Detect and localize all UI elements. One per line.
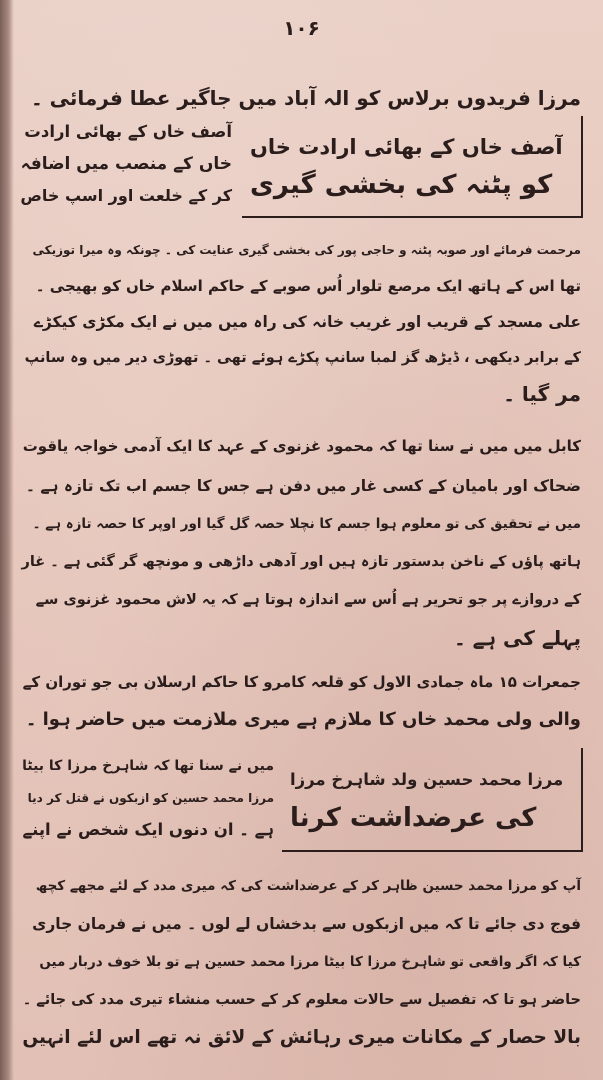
intro-line: مرزا فریدوں برلاس کو الہ آباد میں جاگیر عطا فرمائی ۔ xyxy=(30,86,581,110)
body-line: کے دروازے پر جو تحریر ہے اُس سے اندازہ ہوتا ہے کہ یہ لاش محمود غزنوی سے xyxy=(35,592,581,608)
side-text-2 xyxy=(20,750,274,846)
body-line: کے برابر دیکھی ، ڈیڑھ گز لمبا سانپ پکڑے ہوئے تھی ۔ تھوڑی دیر میں وہ سانپ xyxy=(24,350,581,366)
body-line: بالا حصار کے مکانات میری رہائش کے لائق نہ تھے اس لئے انہیں xyxy=(22,1027,581,1048)
body-line: میں نے تحقیق کی تو معلوم ہوا جسم کا نچلا حصہ گل گیا اور اوپر کا حصہ تازہ ہے ۔ xyxy=(32,516,581,532)
heading-line: آصف خاں کے بھائی ارادت خاں xyxy=(250,135,563,159)
page-number: ۱۰۶ xyxy=(283,16,320,40)
body-line: ہاتھ پاؤں کے ناخن بدستور تازہ ہیں اور آدھی داڑھی و مونچھ گر گئی ہے ۔ غار xyxy=(21,554,581,570)
body-line: پہلے کی ہے ۔ xyxy=(453,626,581,650)
body-line: مر گیا ۔ xyxy=(503,382,581,406)
body-line: آپ کو مرزا محمد حسین ظاہر کر کے عرضداشت کی کہ میری مدد کے لئے مجھے کچھ xyxy=(35,878,581,894)
side-text-1 xyxy=(20,116,232,212)
heading-line: کی عرضداشت کرنا xyxy=(290,803,537,833)
body-line: تھا اس کے ہاتھ ایک مرصع تلوار اُس صوبے کے حاکم اسلام خاں کو بھیجی ۔ xyxy=(35,277,581,295)
body-line: ضحاک اور بامیان کے کسی غار میں دفن ہے جس کا جسم اب تک تازہ ہے ۔ xyxy=(25,477,581,495)
side-line: ہے ۔ ان دنوں ایک شخص نے اپنے xyxy=(22,820,274,839)
body-line: والی ولی محمد خاں کا ملازم ہے میری ملازمت میں حاضر ہوا ۔ xyxy=(25,709,581,730)
body-line: کیا کہ اگر واقعی تو شاہرخ مرزا کا بیٹا مرزا محمد حسین ہے تو بلا خوف دربار میں xyxy=(39,954,581,970)
side-line: کر کے خلعت اور اسپ خاص xyxy=(20,186,232,205)
body-line: کابل میں میں نے سنا تھا کہ محمود غزنوی کے عہد کا ایک آدمی خواجہ یاقوت xyxy=(22,437,581,455)
heading-line: مرزا محمد حسین ولد شاہرخ مرزا xyxy=(290,770,564,789)
side-line: مرزا محمد حسین کو ازبکوں نے قتل کر دیا xyxy=(27,791,274,805)
body-line: علی مسجد کے قریب اور غریب خانہ کی راہ میں میں نے ایک مکڑی کیکڑے xyxy=(33,313,581,331)
heading-line: کو پٹنہ کی بخشی گیری xyxy=(250,170,553,200)
section-heading-2 xyxy=(282,748,583,852)
body-line: مرحمت فرمائے اور صوبہ پٹنہ و حاجی پور کی بخشی گیری عنایت کی ۔ چونکہ وہ میرا توزیکی xyxy=(32,243,581,257)
side-line: خاں کے منصب میں اضافہ xyxy=(20,154,232,174)
body-line: فوج دی جائے تا کہ میں ازبکوں سے بدخشاں لے لوں ۔ میں نے فرمان جاری xyxy=(32,915,581,933)
side-line: آصف خاں کے بھائی ارادت xyxy=(24,122,232,141)
body-line: جمعرات ۱۵ ماہ جمادی الاول کو قلعہ کامرو کا حاکم ارسلان بی جو توران کے xyxy=(22,673,581,691)
binding-gutter xyxy=(0,0,14,1080)
body-line: حاضر ہو تا کہ تفصیل سے حالات معلوم کر کے حسب منشاء تیری مدد کی جائے ۔ xyxy=(22,992,581,1008)
side-line: میں نے سنا تھا کہ شاہرخ مرزا کا بیٹا xyxy=(22,758,274,774)
section-heading-1 xyxy=(242,116,583,218)
